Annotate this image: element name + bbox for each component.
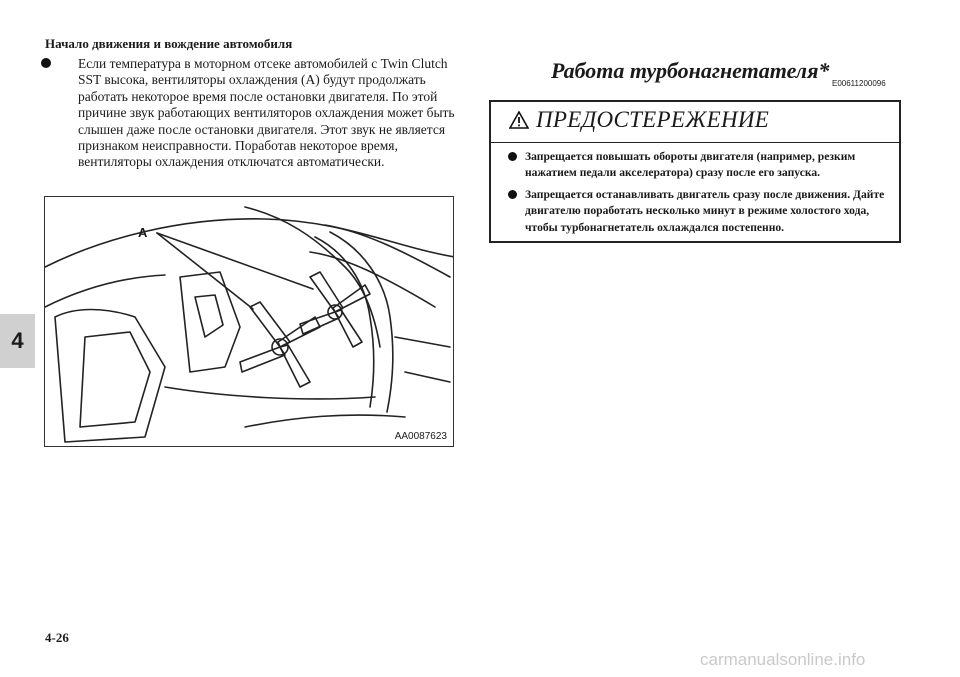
chapter-tab bbox=[0, 314, 35, 368]
warning-item bbox=[491, 187, 889, 236]
watermark: carmanualsonline.info bbox=[700, 650, 866, 669]
bullet-dot-icon bbox=[508, 152, 517, 161]
figure-code: AA0087623 bbox=[394, 431, 447, 442]
engine-illustration bbox=[44, 196, 454, 447]
bullet-dot-icon bbox=[508, 190, 517, 199]
section-title: Работа турбонагнетателя* bbox=[551, 58, 830, 83]
bullet-paragraph bbox=[58, 56, 458, 171]
page-number: 4-26 bbox=[45, 630, 69, 645]
bullet-dot-icon bbox=[41, 58, 51, 68]
bullet-block bbox=[58, 56, 458, 171]
warning-item-text: Запрещается останавливать двигатель сразу после движения. Дайте двигателю поработать несколько минут в режиме холостого хода, чтобы турбонагнетатель охлаждался постепенно. bbox=[525, 187, 885, 234]
bullet-text-main: Если температура в моторном отсеке автомобилей с Twin Clutch SST высока, вентиляторы охлаждения (A) будут продолжать работать некоторое время после остановки двигателя. bbox=[78, 56, 448, 104]
warning-item-text: Запрещается повышать обороты двигателя (например, резким нажатием педали акселератора) сразу после его запуска. bbox=[525, 150, 856, 180]
bullet-text-extra-1: По этой причине звук работающих вентиляторов охлаждения может быть слышен даже после остановки двигателя. Этот звук не является признаком неисправности. bbox=[78, 88, 455, 154]
warning-triangle-icon bbox=[509, 111, 529, 129]
engine-drawing bbox=[45, 197, 454, 447]
warning-item bbox=[491, 149, 889, 182]
section-code: E00611200096 bbox=[832, 79, 886, 88]
section-header: Начало движения и вождение автомобиля bbox=[45, 36, 293, 51]
bullet-text-extra-2: Поработав некоторое время, вентиляторы охлаждения отключатся автоматически. bbox=[78, 138, 398, 170]
chapter-number: 4 bbox=[11, 328, 24, 353]
warning-header bbox=[491, 102, 899, 143]
warning-list bbox=[491, 143, 899, 236]
figure-label-a: A bbox=[138, 225, 148, 240]
warning-box bbox=[489, 100, 901, 243]
warning-title: ПРЕДОСТЕРЕЖЕНИЕ bbox=[536, 107, 770, 132]
